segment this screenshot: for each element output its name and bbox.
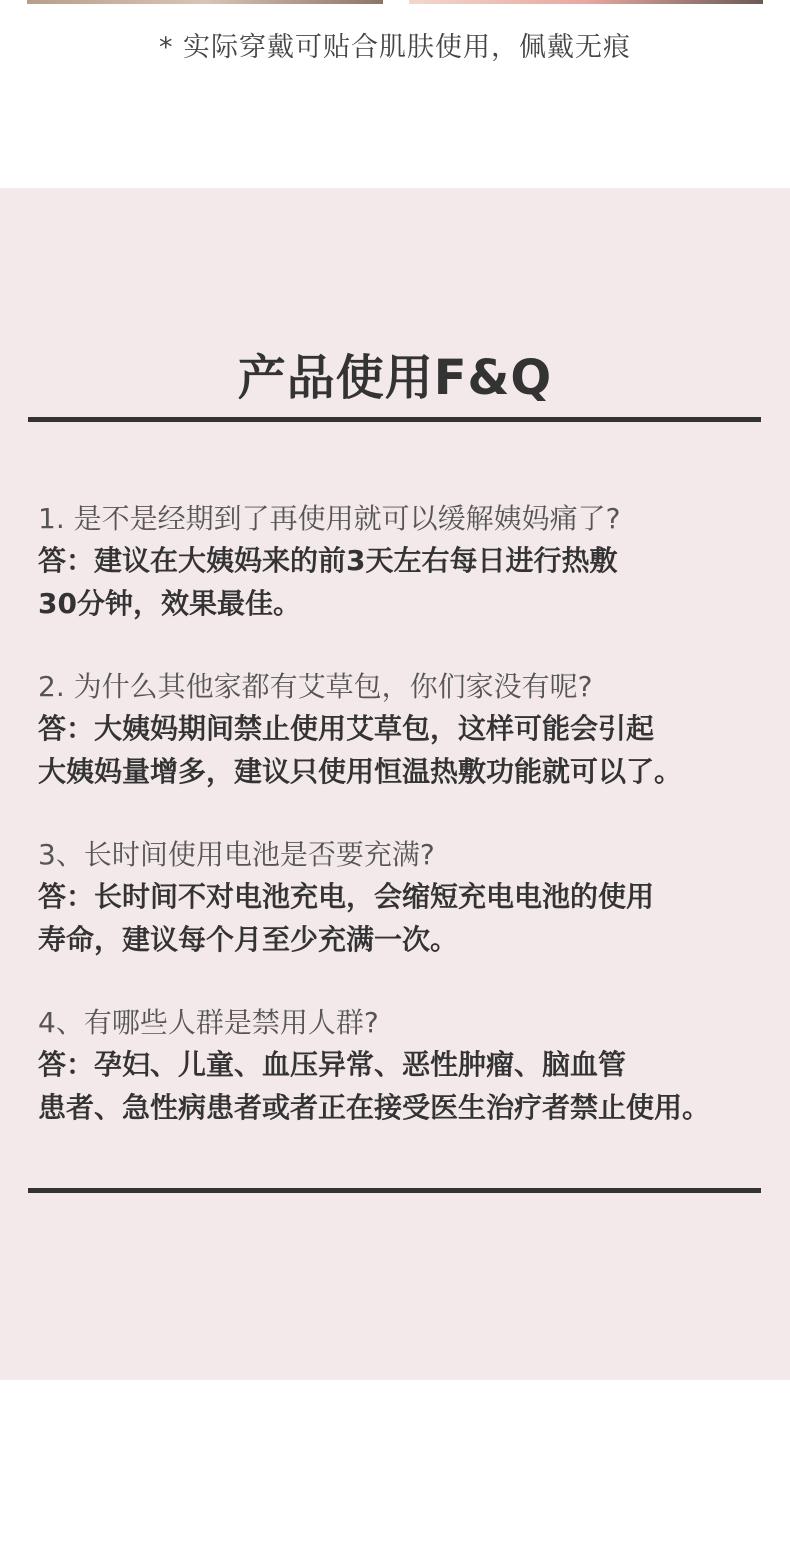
product-photo-right: [409, 0, 763, 4]
faq-answer-line: 寿命，建议每个月至少充满一次。: [38, 923, 459, 956]
faq-answer: [38, 875, 778, 961]
faq-answer: [38, 539, 778, 625]
wearing-caption: * 实际穿戴可贴合肌肤使用，佩戴无痕: [158, 32, 632, 63]
faq-answer-line: 答：建议在大姨妈来的前3天左右每日进行热敷: [38, 544, 618, 577]
faq-answer: [38, 1043, 778, 1129]
faq-answer-line: 答：长时间不对电池充电，会缩短充电电池的使用: [38, 880, 655, 913]
faq-bottom-divider: [28, 1188, 761, 1193]
faq-question: 3、长时间使用电池是否要充满?: [38, 838, 435, 871]
faq-section: [0, 188, 790, 1380]
faq-answer-line: 大姨妈量增多，建议只使用恒温热敷功能就可以了。: [38, 755, 683, 788]
faq-answer-line: 答：大姨妈期间禁止使用艾草包，这样可能会引起: [38, 712, 655, 745]
product-photo-left: [27, 0, 383, 4]
faq-answer-line: 答：孕妇、儿童、血压异常、恶性肿瘤、脑血管: [38, 1048, 627, 1081]
faq-question: 4、有哪些人群是禁用人群?: [38, 1006, 379, 1039]
faq-item-4: [38, 1003, 778, 1129]
faq-question: 2. 为什么其他家都有艾草包，你们家没有呢?: [38, 670, 593, 703]
faq-answer-line: 30分钟，效果最佳。: [38, 587, 301, 620]
faq-answer-line: 患者、急性病患者或者正在接受医生治疗者禁止使用。: [38, 1091, 711, 1124]
faq-answer: [38, 707, 778, 793]
faq-title: 产品使用F&Q: [237, 350, 553, 406]
faq-item-3: [38, 835, 778, 961]
faq-top-divider: [28, 417, 761, 422]
top-image-strip: [0, 0, 790, 4]
faq-item-1: [38, 499, 778, 625]
faq-question: 1. 是不是经期到了再使用就可以缓解姨妈痛了?: [38, 502, 621, 535]
faq-item-2: [38, 667, 778, 793]
